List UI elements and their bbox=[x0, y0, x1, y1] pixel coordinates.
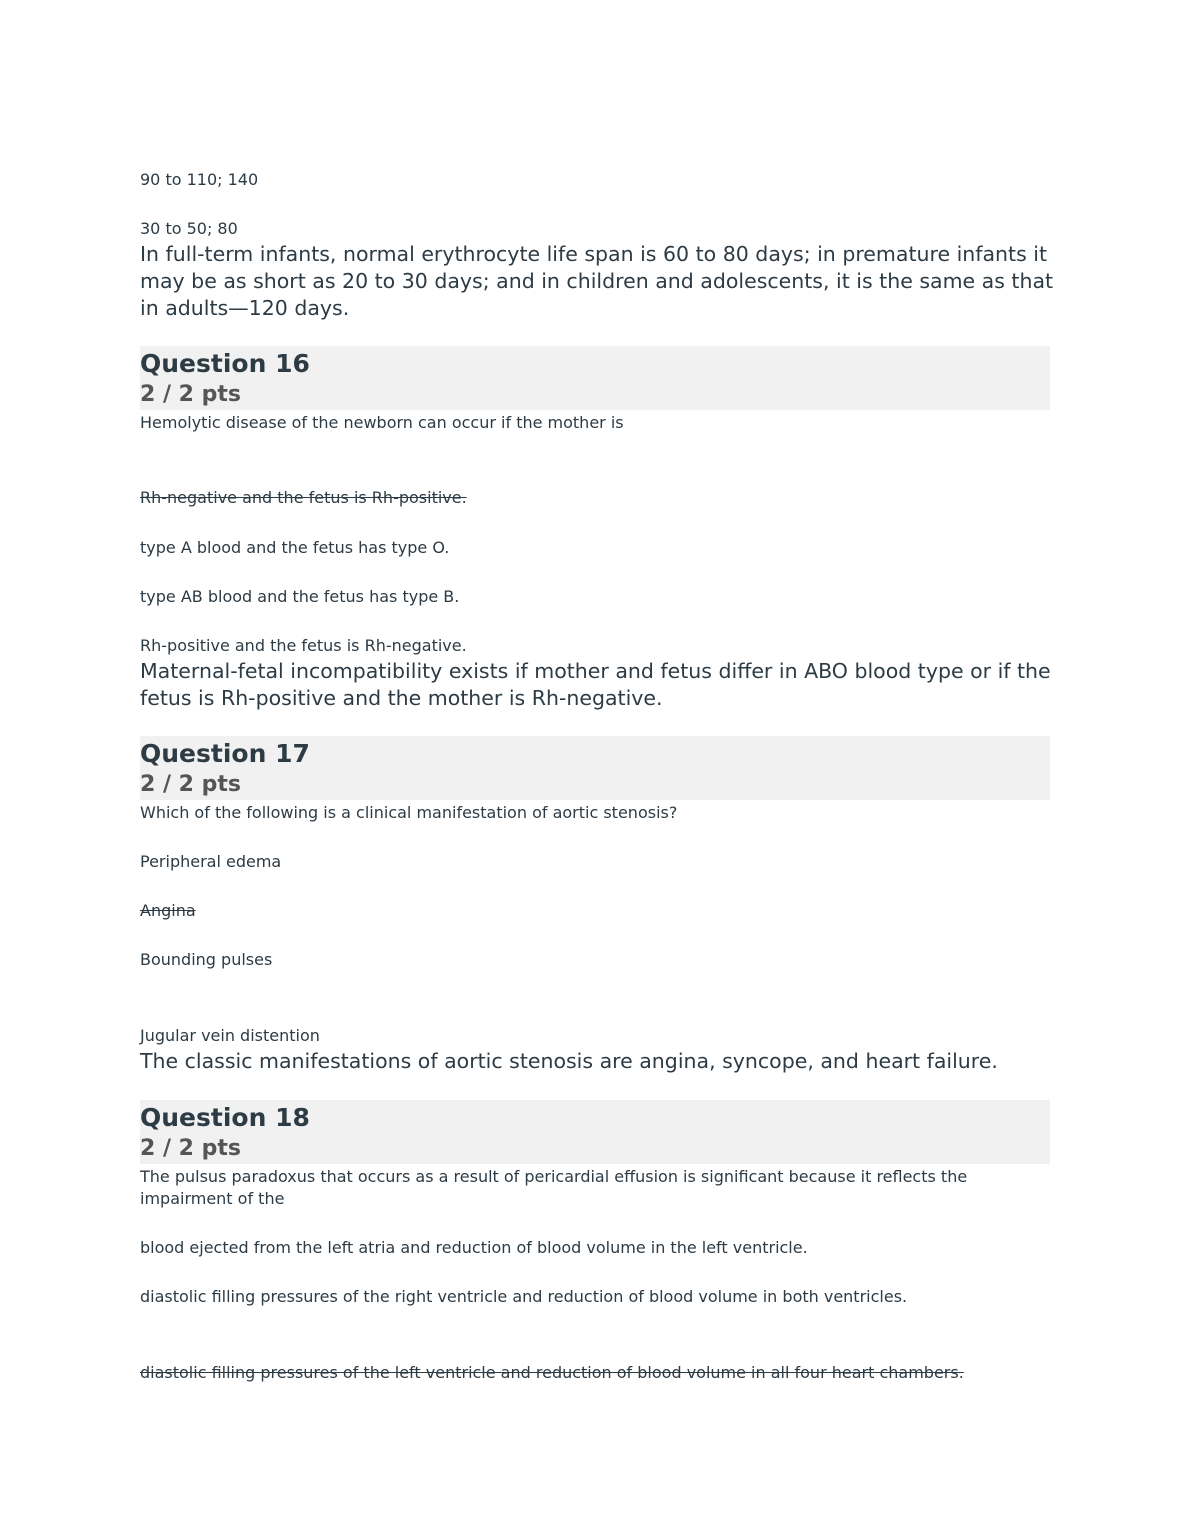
answer-option[interactable]: 30 to 50; 80 bbox=[140, 219, 238, 238]
question-prompt: Which of the following is a clinical manifestation of aortic stenosis? bbox=[140, 803, 678, 822]
answer-option[interactable]: blood ejected from the left atria and reduction of blood volume in the left ventricle. bbox=[140, 1238, 808, 1257]
answer-option[interactable]: diastolic filling pressures of the right ventricle and reduction of blood volume in both ventricles. bbox=[140, 1287, 908, 1306]
answer-feedback: The classic manifestations of aortic stenosis are angina, syncope, and heart failure. bbox=[140, 1049, 998, 1073]
question-header bbox=[140, 1100, 1050, 1164]
answer-feedback: In full-term infants, normal erythrocyte life span is 60 to 80 days; in premature infants it may be as short as 20 to 30 days; and in children and adolescents, it is the same as that in adults—120 days. bbox=[140, 242, 1054, 320]
question-title: Question 16 bbox=[140, 349, 310, 378]
answer-option[interactable]: Peripheral edema bbox=[140, 852, 282, 871]
question-points: 2 / 2 pts bbox=[140, 1136, 241, 1161]
answer-option-selected[interactable]: Rh-negative and the fetus is Rh-positive. bbox=[140, 488, 467, 507]
answer-option[interactable]: Bounding pulses bbox=[140, 950, 273, 969]
answer-feedback: Maternal-fetal incompatibility exists if mother and fetus differ in ABO blood type or if the fetus is Rh-positive and the mother is Rh-negative. bbox=[140, 659, 1051, 710]
answer-option-selected[interactable]: Angina bbox=[140, 901, 196, 920]
question-points: 2 / 2 pts bbox=[140, 382, 241, 407]
answer-option[interactable]: type A blood and the fetus has type O. bbox=[140, 538, 450, 557]
answer-option-selected[interactable]: diastolic filling pressures of the left ventricle and reduction of blood volume in all four heart chambers. bbox=[140, 1363, 964, 1382]
question-points: 2 / 2 pts bbox=[140, 772, 241, 797]
question-prompt: The pulsus paradoxus that occurs as a result of pericardial effusion is significant because it reflects the impairment of the bbox=[140, 1167, 968, 1208]
question-title: Question 18 bbox=[140, 1103, 310, 1132]
question-title: Question 17 bbox=[140, 739, 310, 768]
question-header bbox=[140, 736, 1050, 800]
answer-option[interactable]: Rh-positive and the fetus is Rh-negative. bbox=[140, 636, 467, 655]
answer-option[interactable]: type AB blood and the fetus has type B. bbox=[140, 587, 460, 606]
question-prompt: Hemolytic disease of the newborn can occur if the mother is bbox=[140, 413, 624, 432]
question-header bbox=[140, 346, 1050, 410]
answer-option[interactable]: 90 to 110; 140 bbox=[140, 170, 259, 189]
answer-option[interactable]: Jugular vein distention bbox=[140, 1026, 320, 1045]
